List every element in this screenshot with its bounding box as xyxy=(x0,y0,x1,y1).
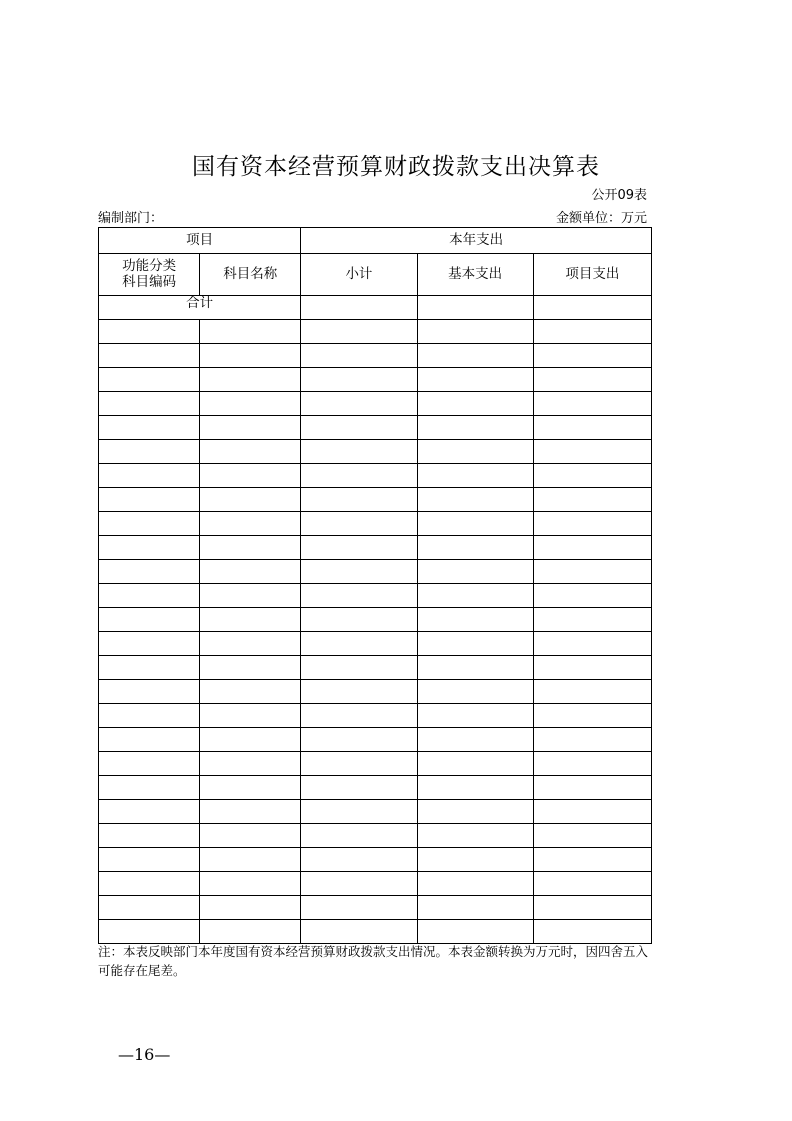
table-cell xyxy=(417,320,533,344)
table-row xyxy=(99,800,652,824)
table-cell xyxy=(200,872,301,896)
page-number: —16— xyxy=(118,1045,171,1064)
header-item: 项目 xyxy=(99,228,301,254)
table-row xyxy=(99,920,652,944)
table-cell xyxy=(417,752,533,776)
table-cell xyxy=(533,752,651,776)
table-cell xyxy=(417,488,533,512)
table-cell xyxy=(417,704,533,728)
table-row xyxy=(99,536,652,560)
table-cell xyxy=(200,704,301,728)
table-cell xyxy=(417,344,533,368)
table-row xyxy=(99,440,652,464)
table-cell xyxy=(99,560,200,584)
table-cell xyxy=(533,656,651,680)
table-cell xyxy=(533,848,651,872)
table-row xyxy=(99,608,652,632)
col-subtotal-header: 小计 xyxy=(301,254,417,296)
table-row xyxy=(99,416,652,440)
table-cell xyxy=(99,704,200,728)
header-current-year: 本年支出 xyxy=(301,228,652,254)
table-row xyxy=(99,560,652,584)
table-cell xyxy=(533,728,651,752)
table-row xyxy=(99,584,652,608)
table-cell xyxy=(200,728,301,752)
table-row xyxy=(99,680,652,704)
table-cell xyxy=(301,632,417,656)
table-cell xyxy=(99,392,200,416)
table-cell xyxy=(301,656,417,680)
table-cell xyxy=(533,704,651,728)
table-cell xyxy=(417,368,533,392)
table-cell xyxy=(200,608,301,632)
table-cell xyxy=(200,464,301,488)
table-cell xyxy=(301,872,417,896)
table-cell xyxy=(200,824,301,848)
table-cell xyxy=(301,608,417,632)
table-cell xyxy=(99,776,200,800)
table-cell xyxy=(200,416,301,440)
table-cell xyxy=(301,368,417,392)
table-cell xyxy=(301,824,417,848)
table-cell xyxy=(99,536,200,560)
table-cell xyxy=(301,344,417,368)
table-cell xyxy=(301,320,417,344)
table-cell xyxy=(417,392,533,416)
total-subtotal xyxy=(301,296,417,320)
table-cell xyxy=(99,488,200,512)
table-cell xyxy=(533,440,651,464)
table-cell xyxy=(200,896,301,920)
table-cell xyxy=(417,512,533,536)
table-cell xyxy=(200,848,301,872)
form-number: 公开09表 xyxy=(591,188,647,203)
table-cell xyxy=(301,848,417,872)
table-cell xyxy=(99,464,200,488)
expenditure-table xyxy=(98,227,652,944)
table-cell xyxy=(200,512,301,536)
table-cell xyxy=(417,536,533,560)
total-row xyxy=(99,296,652,320)
page-title: 国有资本经营预算财政拨款支出决算表 xyxy=(192,154,600,180)
col-code-header: 功能分类 科目编码 xyxy=(99,254,200,296)
table-row xyxy=(99,896,652,920)
table-cell xyxy=(99,344,200,368)
table-cell xyxy=(200,584,301,608)
table-cell xyxy=(301,800,417,824)
table-cell xyxy=(99,320,200,344)
table-cell xyxy=(200,776,301,800)
table-cell xyxy=(533,560,651,584)
table-cell xyxy=(99,416,200,440)
table-cell xyxy=(200,392,301,416)
total-basic xyxy=(417,296,533,320)
table-cell xyxy=(533,920,651,944)
table-cell xyxy=(533,632,651,656)
table-cell xyxy=(200,560,301,584)
table-cell xyxy=(301,464,417,488)
table-cell xyxy=(99,920,200,944)
table-row xyxy=(99,320,652,344)
table-cell xyxy=(417,896,533,920)
table-row xyxy=(99,632,652,656)
header-row-1 xyxy=(99,228,652,254)
table-row xyxy=(99,368,652,392)
table-cell xyxy=(301,584,417,608)
table-cell xyxy=(301,536,417,560)
table-cell xyxy=(99,872,200,896)
table-cell xyxy=(99,848,200,872)
col-project-header: 项目支出 xyxy=(533,254,651,296)
header-row-2 xyxy=(99,254,652,296)
table-cell xyxy=(301,488,417,512)
table-cell xyxy=(99,608,200,632)
table-cell xyxy=(533,464,651,488)
table-row xyxy=(99,656,652,680)
table-cell xyxy=(533,536,651,560)
table-cell xyxy=(301,896,417,920)
table-row xyxy=(99,752,652,776)
table-cell xyxy=(99,656,200,680)
total-label: 合计 xyxy=(99,296,301,320)
table-cell xyxy=(417,416,533,440)
table-cell xyxy=(533,776,651,800)
table-cell xyxy=(533,824,651,848)
table-cell xyxy=(417,920,533,944)
table-cell xyxy=(417,440,533,464)
table-row xyxy=(99,848,652,872)
table-cell xyxy=(533,416,651,440)
table-cell xyxy=(200,488,301,512)
table-row xyxy=(99,392,652,416)
table-cell xyxy=(417,776,533,800)
table-cell xyxy=(200,920,301,944)
table-row xyxy=(99,464,652,488)
table-row xyxy=(99,488,652,512)
table-cell xyxy=(533,608,651,632)
table-cell xyxy=(301,440,417,464)
table-cell xyxy=(99,584,200,608)
table-note: 注：本表反映部门本年度国有资本经营预算财政拨款支出情况。本表金额转换为万元时，因四舍五入可能存在尾差。 xyxy=(98,944,649,978)
table-cell xyxy=(533,680,651,704)
table-cell xyxy=(200,344,301,368)
table-cell xyxy=(99,440,200,464)
table-cell xyxy=(417,584,533,608)
table-row xyxy=(99,344,652,368)
table-cell xyxy=(417,656,533,680)
table-cell xyxy=(533,392,651,416)
table-cell xyxy=(200,752,301,776)
table-cell xyxy=(99,896,200,920)
amount-unit-label: 金额单位：万元 xyxy=(555,211,647,226)
table-cell xyxy=(417,560,533,584)
table-cell xyxy=(533,896,651,920)
table-cell xyxy=(301,920,417,944)
table-cell xyxy=(417,632,533,656)
table-cell xyxy=(533,800,651,824)
table-cell xyxy=(301,560,417,584)
table-cell xyxy=(200,320,301,344)
table-cell xyxy=(533,512,651,536)
table-cell xyxy=(301,392,417,416)
table-cell xyxy=(533,872,651,896)
table-cell xyxy=(99,728,200,752)
table-cell xyxy=(99,824,200,848)
table-cell xyxy=(200,680,301,704)
table-cell xyxy=(417,824,533,848)
table-cell xyxy=(99,512,200,536)
table-cell xyxy=(417,800,533,824)
table-cell xyxy=(417,608,533,632)
table-cell xyxy=(200,368,301,392)
table-cell xyxy=(417,872,533,896)
table-cell xyxy=(200,800,301,824)
table-cell xyxy=(99,752,200,776)
table-cell xyxy=(301,728,417,752)
table-cell xyxy=(533,320,651,344)
table-cell xyxy=(99,680,200,704)
table-cell xyxy=(533,488,651,512)
table-cell xyxy=(99,368,200,392)
table-cell xyxy=(533,368,651,392)
table-cell xyxy=(301,512,417,536)
table-cell xyxy=(301,680,417,704)
table-cell xyxy=(99,800,200,824)
total-project xyxy=(533,296,651,320)
table-cell xyxy=(301,704,417,728)
table-row xyxy=(99,728,652,752)
table-cell xyxy=(417,680,533,704)
department-label: 编制部门： xyxy=(98,211,164,226)
table-cell xyxy=(200,440,301,464)
table-cell xyxy=(200,536,301,560)
table-cell xyxy=(200,632,301,656)
table-cell xyxy=(200,656,301,680)
table-row xyxy=(99,704,652,728)
table-row xyxy=(99,872,652,896)
table-cell xyxy=(99,632,200,656)
table-cell xyxy=(417,464,533,488)
table-cell xyxy=(533,584,651,608)
table-row xyxy=(99,512,652,536)
table-cell xyxy=(301,752,417,776)
table-row xyxy=(99,824,652,848)
table-cell xyxy=(417,728,533,752)
table-row xyxy=(99,776,652,800)
col-name-header: 科目名称 xyxy=(200,254,301,296)
table-cell xyxy=(301,776,417,800)
table-cell xyxy=(533,344,651,368)
table-cell xyxy=(301,416,417,440)
table-cell xyxy=(417,848,533,872)
col-basic-header: 基本支出 xyxy=(417,254,533,296)
